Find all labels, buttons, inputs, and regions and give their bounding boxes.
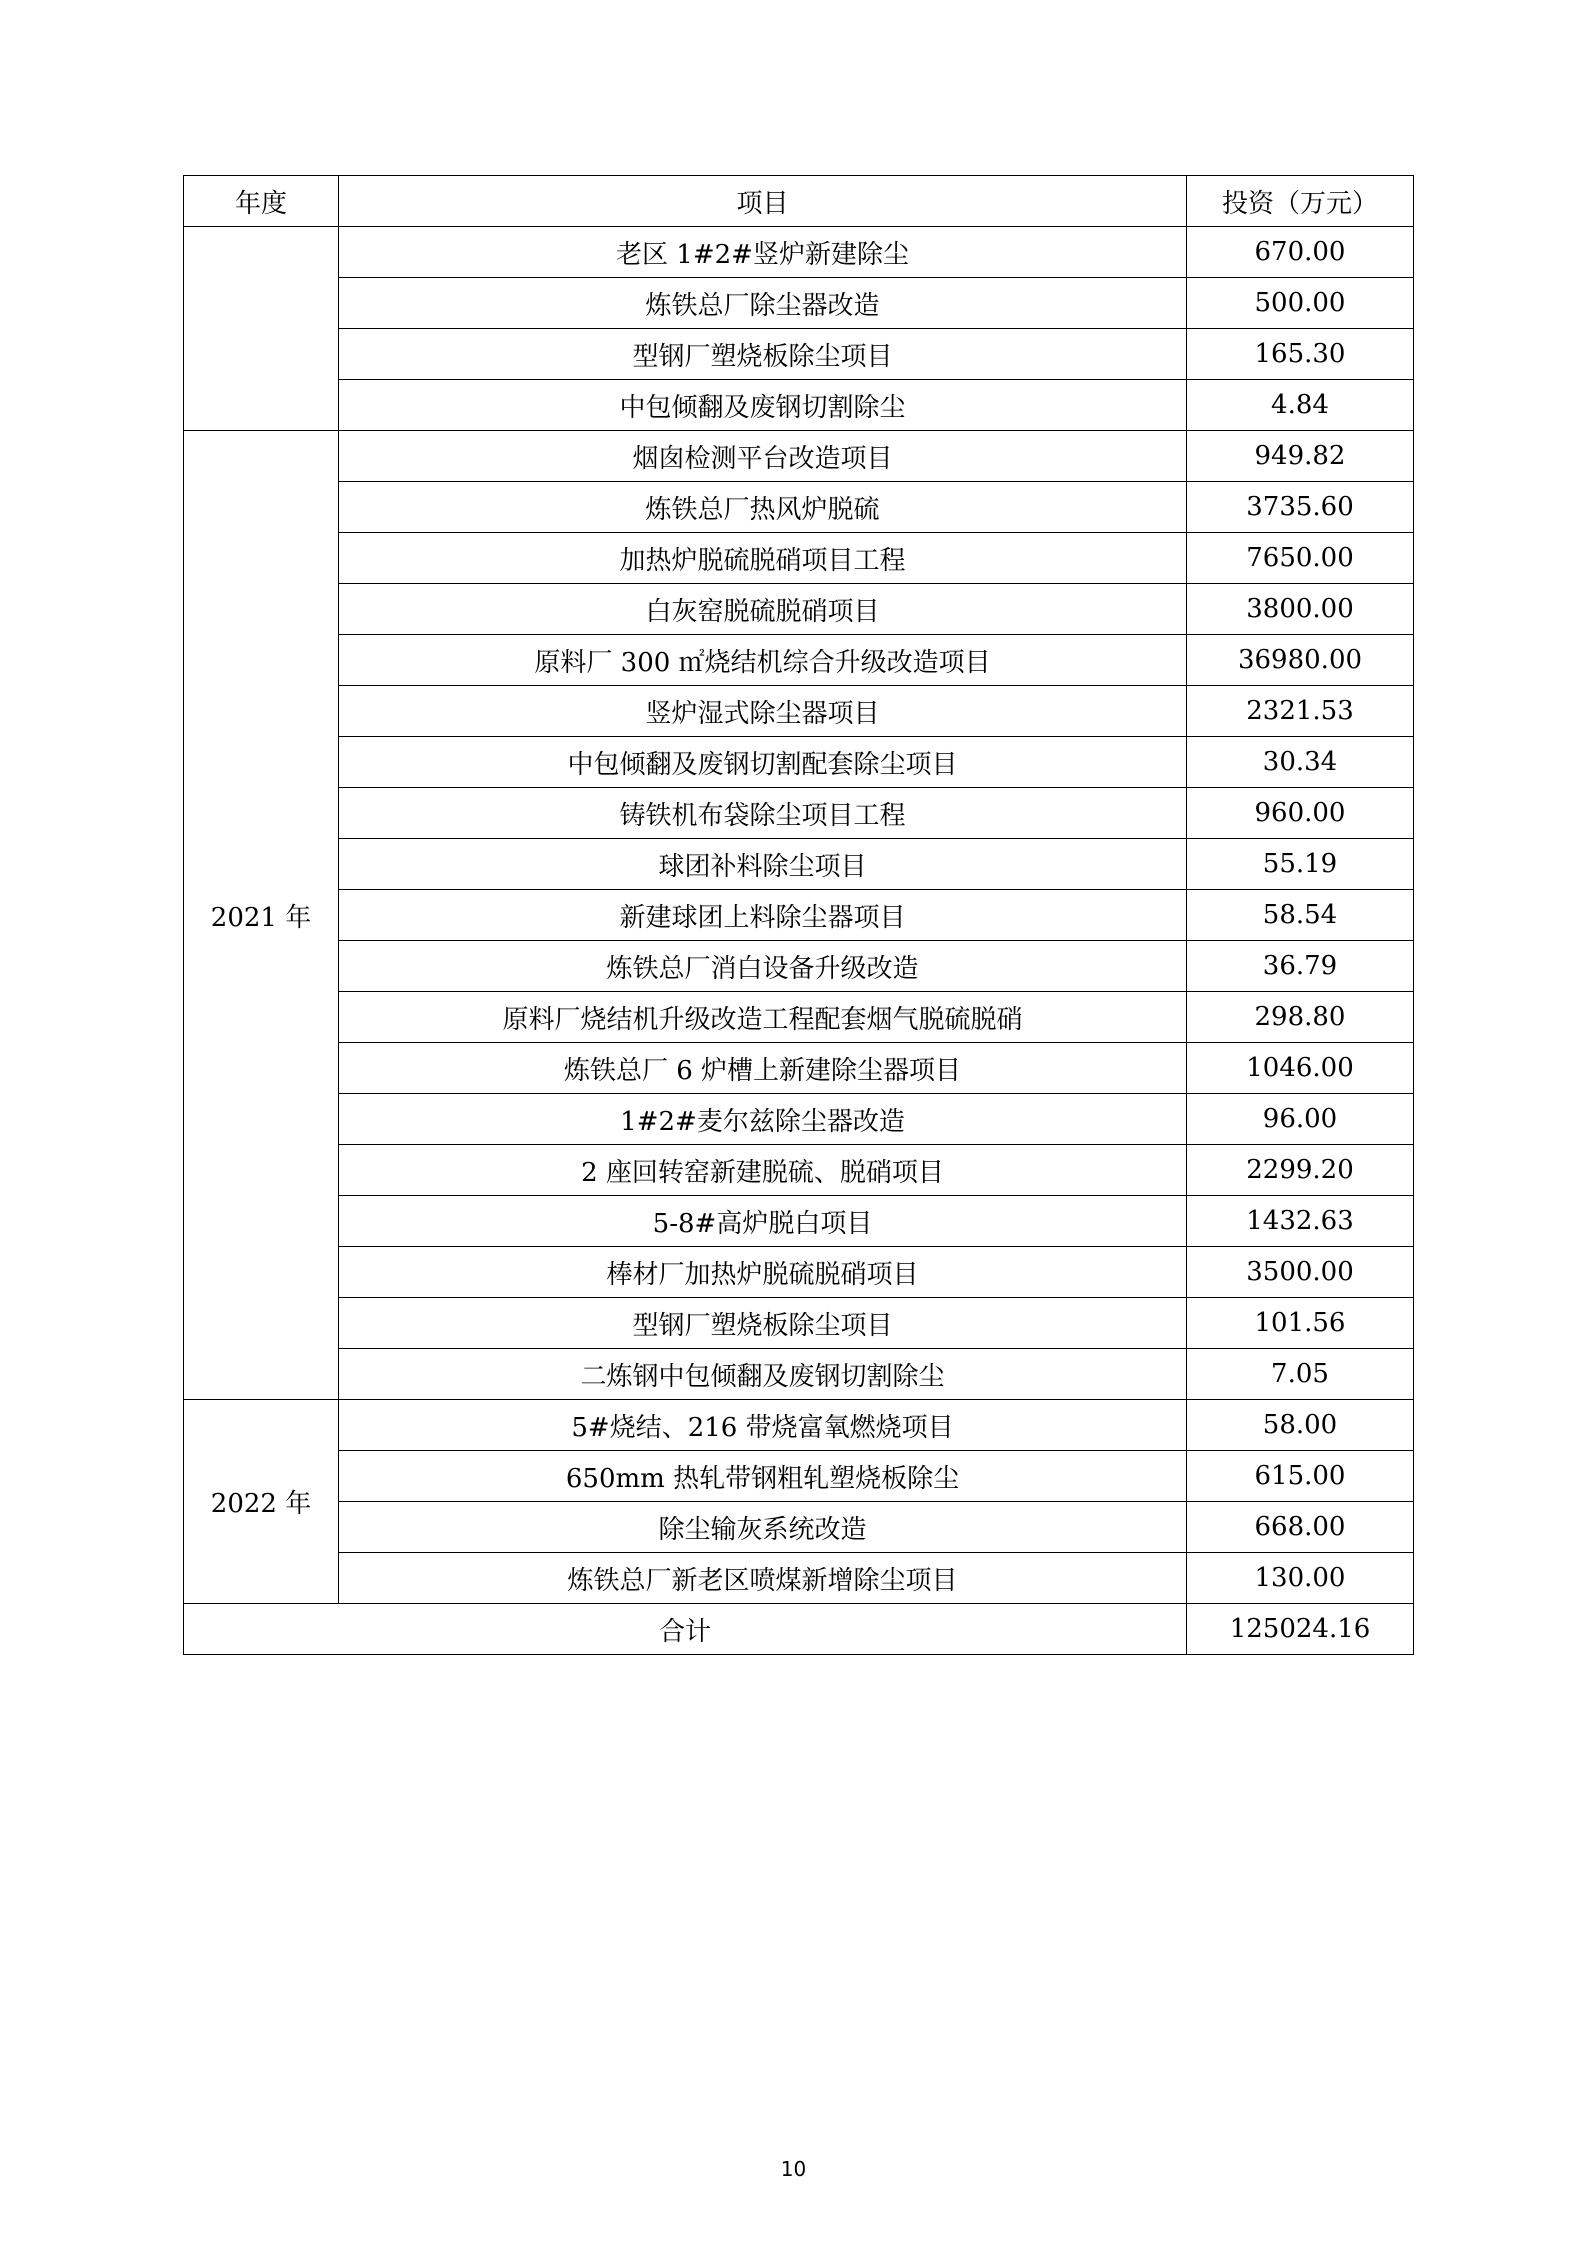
table-row — [184, 1145, 1414, 1196]
table-row — [184, 635, 1414, 686]
table-row — [184, 1247, 1414, 1298]
table-row — [184, 788, 1414, 839]
header-item: 项目 — [339, 176, 1187, 227]
item-cell: 炼铁总厂热风炉脱硫 — [339, 482, 1187, 533]
item-cell: 原料厂 300 ㎡烧结机综合升级改造项目 — [339, 635, 1187, 686]
item-cell: 铸铁机布袋除尘项目工程 — [339, 788, 1187, 839]
total-value: 125024.16 — [1187, 1604, 1414, 1655]
investment-cell: 96.00 — [1187, 1094, 1414, 1145]
item-cell: 炼铁总厂新老区喷煤新增除尘项目 — [339, 1553, 1187, 1604]
investment-table — [183, 175, 1414, 1655]
item-cell: 中包倾翻及废钢切割除尘 — [339, 380, 1187, 431]
item-cell: 5#烧结、216 带烧富氧燃烧项目 — [339, 1400, 1187, 1451]
investment-cell: 36980.00 — [1187, 635, 1414, 686]
total-row — [184, 1604, 1414, 1655]
table-row — [184, 329, 1414, 380]
item-cell: 球团补料除尘项目 — [339, 839, 1187, 890]
investment-cell: 949.82 — [1187, 431, 1414, 482]
table-row — [184, 1094, 1414, 1145]
investment-cell: 960.00 — [1187, 788, 1414, 839]
table-row — [184, 1451, 1414, 1502]
investment-cell: 500.00 — [1187, 278, 1414, 329]
year-cell: 2022 年 — [184, 1400, 339, 1604]
investment-cell: 4.84 — [1187, 380, 1414, 431]
item-cell: 除尘输灰系统改造 — [339, 1502, 1187, 1553]
table-row — [184, 380, 1414, 431]
investment-cell: 7.05 — [1187, 1349, 1414, 1400]
item-cell: 二炼钢中包倾翻及废钢切割除尘 — [339, 1349, 1187, 1400]
year-cell — [184, 227, 339, 431]
table-row — [184, 1349, 1414, 1400]
item-cell: 加热炉脱硫脱硝项目工程 — [339, 533, 1187, 584]
table-row — [184, 941, 1414, 992]
investment-cell: 3500.00 — [1187, 1247, 1414, 1298]
item-cell: 老区 1#2#竖炉新建除尘 — [339, 227, 1187, 278]
item-cell: 650mm 热轧带钢粗轧塑烧板除尘 — [339, 1451, 1187, 1502]
investment-cell: 7650.00 — [1187, 533, 1414, 584]
year-cell: 2021 年 — [184, 431, 339, 1400]
table-row — [184, 431, 1414, 482]
item-cell: 2 座回转窑新建脱硫、脱硝项目 — [339, 1145, 1187, 1196]
item-cell: 型钢厂塑烧板除尘项目 — [339, 329, 1187, 380]
item-cell: 5-8#高炉脱白项目 — [339, 1196, 1187, 1247]
header-investment: 投资（万元） — [1187, 176, 1414, 227]
investment-cell: 30.34 — [1187, 737, 1414, 788]
item-cell: 1#2#麦尔兹除尘器改造 — [339, 1094, 1187, 1145]
table-row — [184, 737, 1414, 788]
investment-cell: 298.80 — [1187, 992, 1414, 1043]
item-cell: 炼铁总厂 6 炉槽上新建除尘器项目 — [339, 1043, 1187, 1094]
item-cell: 炼铁总厂消白设备升级改造 — [339, 941, 1187, 992]
investment-cell: 3735.60 — [1187, 482, 1414, 533]
page-number: 10 — [780, 2157, 807, 2181]
item-cell: 原料厂烧结机升级改造工程配套烟气脱硫脱硝 — [339, 992, 1187, 1043]
investment-cell: 670.00 — [1187, 227, 1414, 278]
table-header-row — [184, 176, 1414, 227]
table-row — [184, 839, 1414, 890]
table-row — [184, 482, 1414, 533]
investment-cell: 36.79 — [1187, 941, 1414, 992]
investment-cell: 58.00 — [1187, 1400, 1414, 1451]
table-row — [184, 1043, 1414, 1094]
investment-cell: 2321.53 — [1187, 686, 1414, 737]
investment-cell: 668.00 — [1187, 1502, 1414, 1553]
table-row — [184, 992, 1414, 1043]
item-cell: 烟囱检测平台改造项目 — [339, 431, 1187, 482]
item-cell: 竖炉湿式除尘器项目 — [339, 686, 1187, 737]
item-cell: 型钢厂塑烧板除尘项目 — [339, 1298, 1187, 1349]
item-cell: 中包倾翻及废钢切割配套除尘项目 — [339, 737, 1187, 788]
investment-cell: 130.00 — [1187, 1553, 1414, 1604]
table-row — [184, 1196, 1414, 1247]
item-cell: 新建球团上料除尘器项目 — [339, 890, 1187, 941]
header-year: 年度 — [184, 176, 339, 227]
total-label: 合计 — [184, 1604, 1187, 1655]
table-row — [184, 1298, 1414, 1349]
investment-cell: 615.00 — [1187, 1451, 1414, 1502]
investment-cell: 1046.00 — [1187, 1043, 1414, 1094]
item-cell: 炼铁总厂除尘器改造 — [339, 278, 1187, 329]
table-row — [184, 1553, 1414, 1604]
table-row — [184, 278, 1414, 329]
investment-cell: 101.56 — [1187, 1298, 1414, 1349]
investment-cell: 3800.00 — [1187, 584, 1414, 635]
table-row — [184, 1400, 1414, 1451]
table-row — [184, 890, 1414, 941]
investment-cell: 55.19 — [1187, 839, 1414, 890]
investment-cell: 2299.20 — [1187, 1145, 1414, 1196]
table-row — [184, 1502, 1414, 1553]
table-row — [184, 227, 1414, 278]
table-body — [184, 227, 1414, 1604]
item-cell: 棒材厂加热炉脱硫脱硝项目 — [339, 1247, 1187, 1298]
item-cell: 白灰窑脱硫脱硝项目 — [339, 584, 1187, 635]
investment-cell: 165.30 — [1187, 329, 1414, 380]
table-row — [184, 686, 1414, 737]
table-row — [184, 533, 1414, 584]
investment-cell: 1432.63 — [1187, 1196, 1414, 1247]
investment-cell: 58.54 — [1187, 890, 1414, 941]
table-row — [184, 584, 1414, 635]
